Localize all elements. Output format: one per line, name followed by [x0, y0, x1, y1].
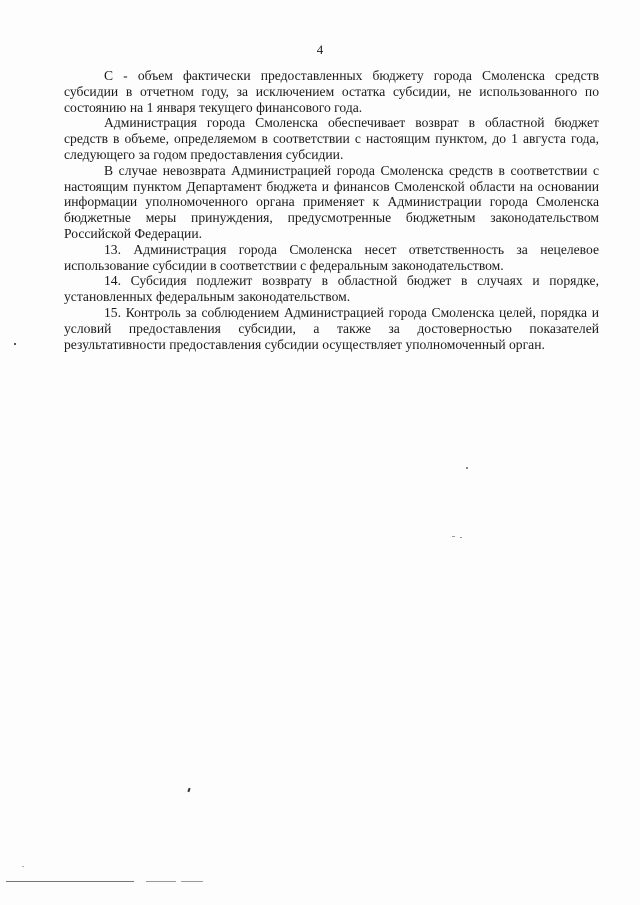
scan-speck — [187, 788, 190, 792]
paragraph-14-return: 14. Субсидия подлежит возврату в областной бюджет в случаях и порядке, установленных федеральным законодательством. — [64, 273, 599, 305]
scan-speck — [22, 866, 24, 867]
scan-speck — [14, 343, 16, 345]
paragraph-13-responsibility: 13. Администрация города Смоленска несет ответственность за нецелевое использование субсидии в соответствии с федеральным законодательством. — [64, 241, 599, 273]
footer-rule — [6, 881, 134, 882]
paragraph-return-obligation: Администрация города Смоленска обеспечивает возврат в областной бюджет средств в объеме, определяемом в соответствии с настоящим пунктом, до 1 августа года, следующего за годом предоставления субсидии. — [64, 115, 599, 162]
scan-speck — [452, 536, 455, 537]
paragraph-15-control: 15. Контроль за соблюдением Администрацией города Смоленска целей, порядка и условий предоставления субсидии, а также за достоверностью показателей результативности предоставления субсидии осуществляет уполномоченный орган. — [64, 304, 599, 352]
page-number: 4 — [316, 42, 324, 57]
footer-rule — [146, 881, 176, 882]
paragraph-subsidy-volume: С - объем фактически предоставленных бюджету города Смоленска средств субсидии в отчетном году, за исключением остатка субсидии, не использованного по состоянию на 1 января текущего финансового года. — [64, 68, 599, 115]
paragraph-non-return-measures: В случае невозврата Администрацией города Смоленска средств в соответствии с настоящим пунктом Департамент бюджета и финансов Смоленской области на основании информации уполномоченного органа применяет к Администрации города Смоленска бюджетные меры принуждения, предусмотренные бюджетным законодательством Российской Федерации. — [64, 162, 599, 241]
footer-rule — [181, 881, 203, 882]
scan-speck — [460, 537, 462, 538]
document-body — [64, 68, 599, 352]
scan-speck — [466, 467, 468, 469]
